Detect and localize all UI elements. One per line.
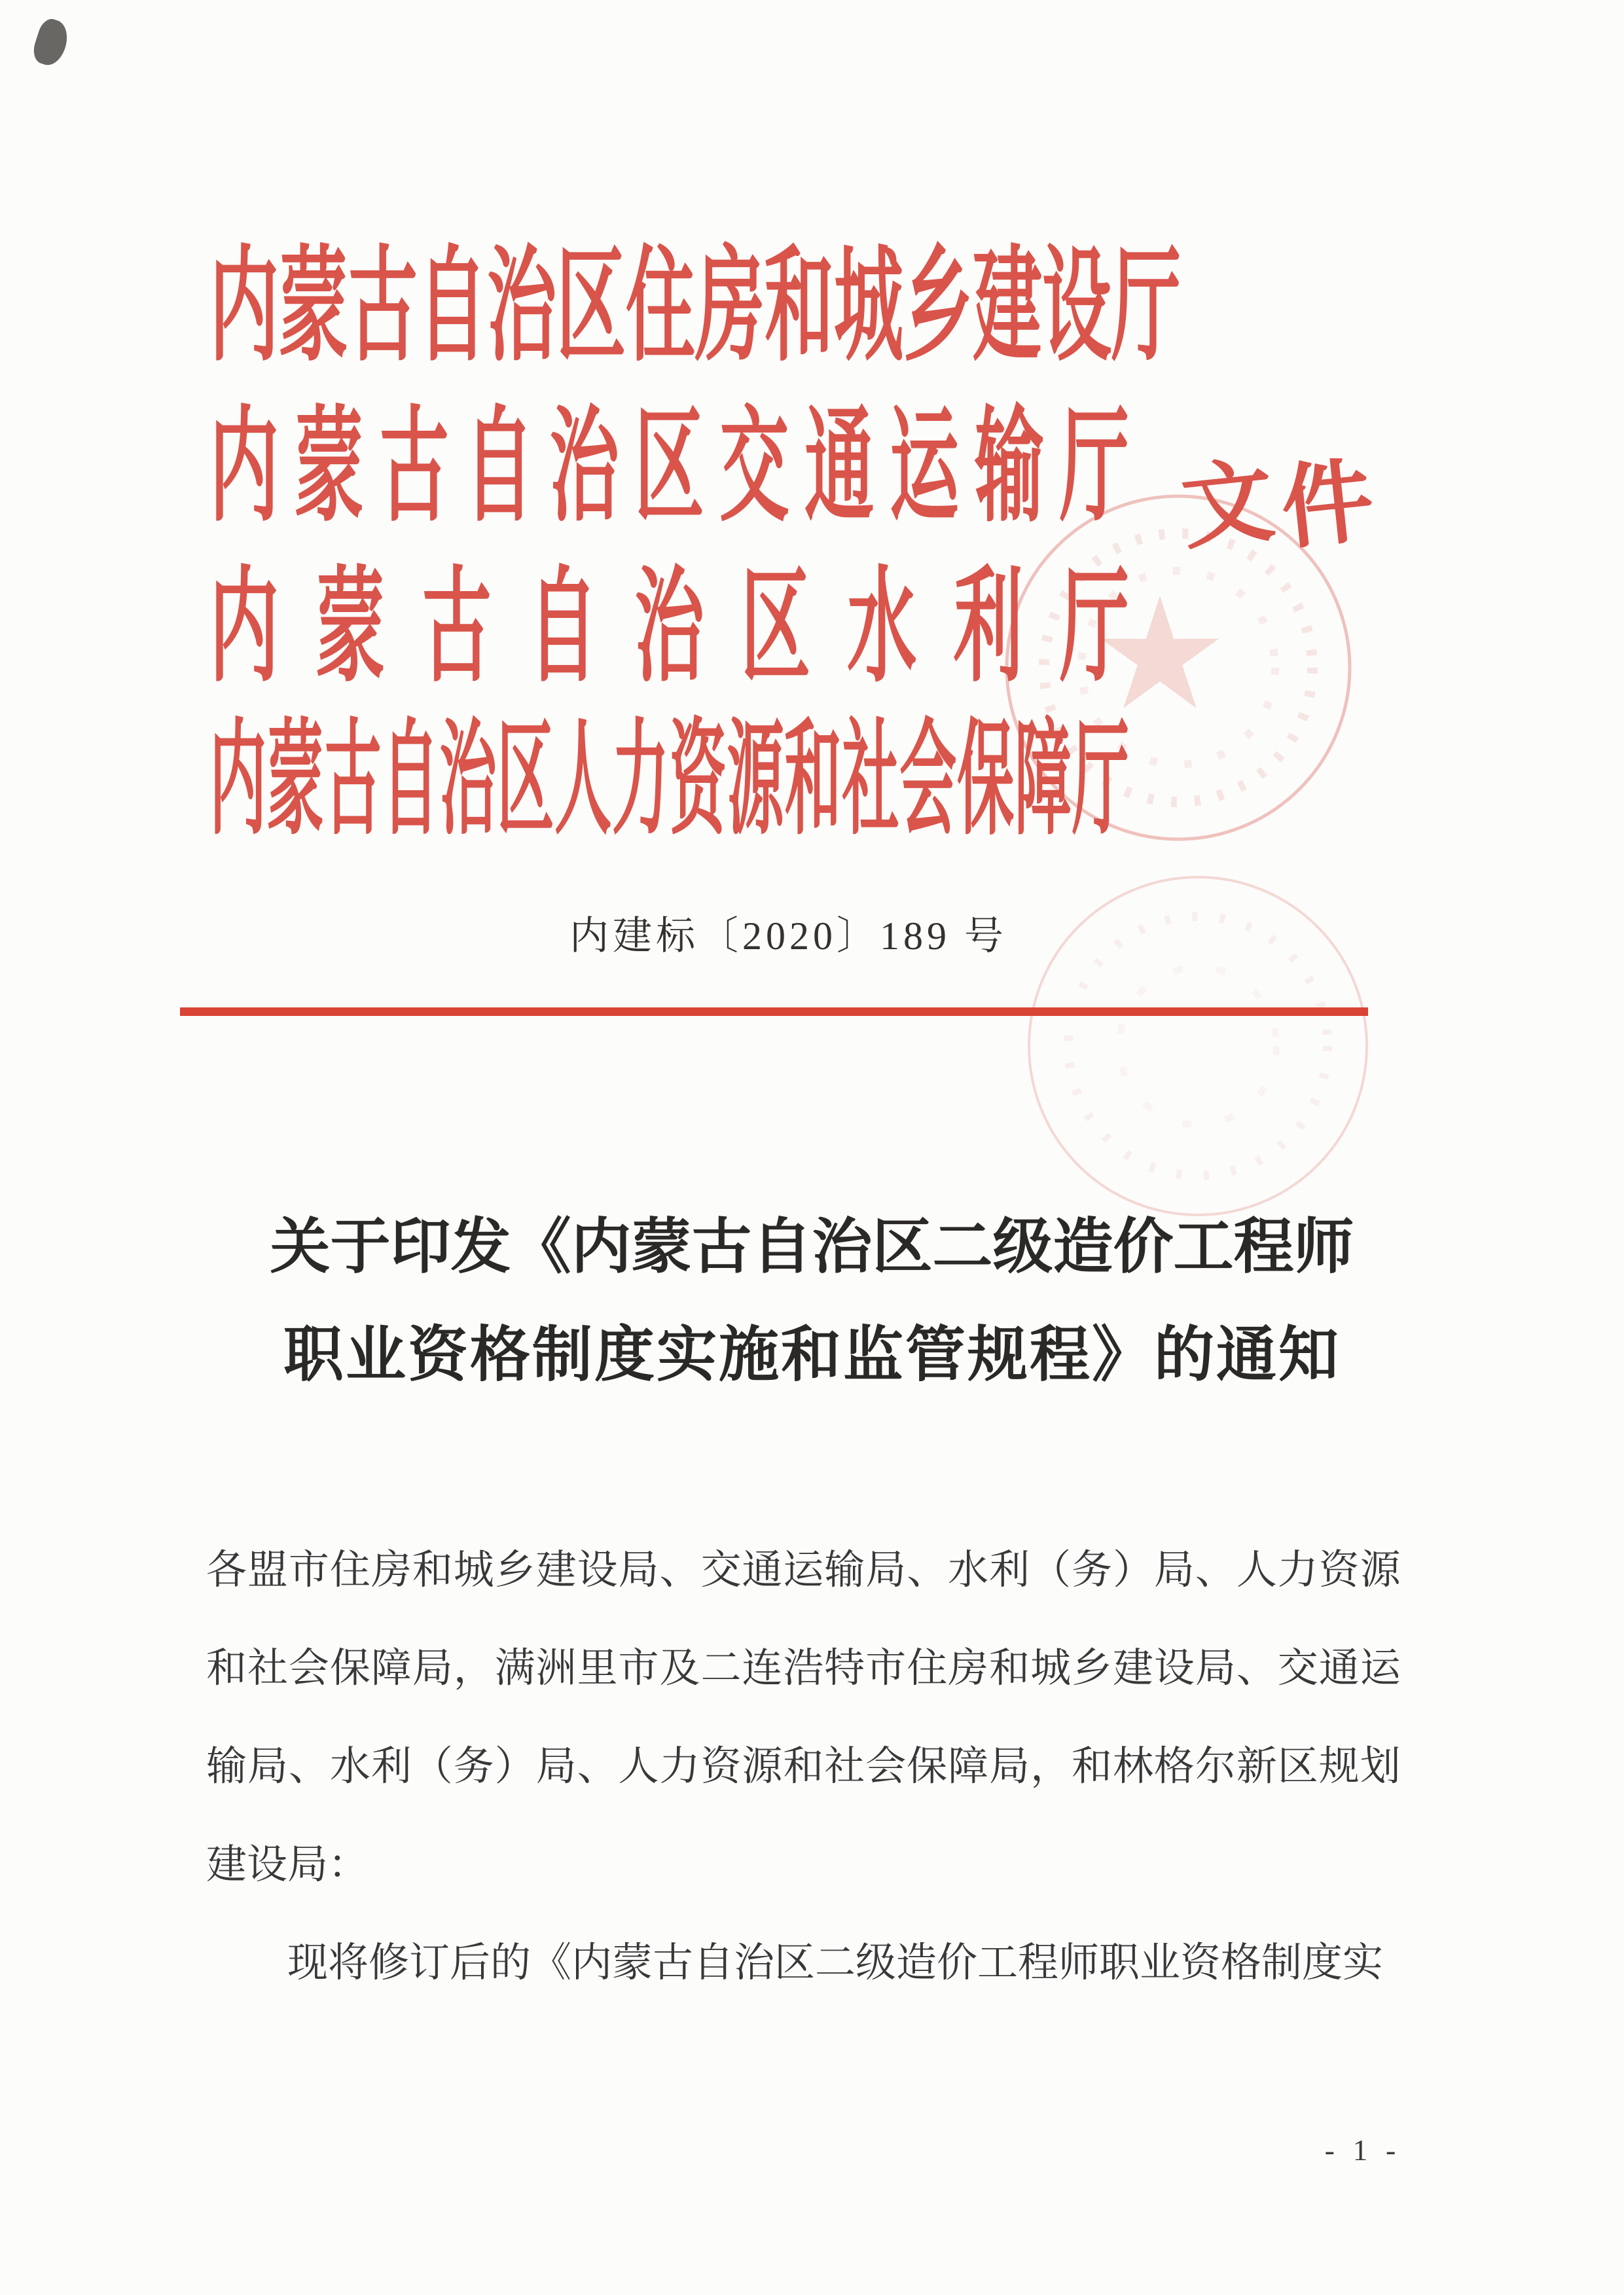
char: 资 [1318,1548,1360,1593]
char: ） [494,1744,535,1789]
char: 房 [695,238,765,376]
char: 内 [209,398,279,537]
char: 力 [659,1744,700,1789]
letterhead-agency-transport [209,398,1129,537]
char: 划 [1360,1744,1401,1789]
char: 和 [1072,1744,1113,1789]
letterhead-agency-housing [209,238,1181,376]
char: 、 [1236,1646,1277,1691]
char: 和 [783,1744,824,1789]
char: 局 [1153,1548,1195,1593]
char: 尔 [1195,1744,1236,1789]
document-title-line-2: 职业资格制度实施和监管规程》的通知 [283,1322,1341,1388]
char: 输 [975,398,1045,537]
char: 保 [907,1744,948,1789]
char: 乡 [1072,1646,1113,1691]
char: 自 [528,558,598,697]
char: 交 [719,398,789,537]
char: 建 [973,238,1042,376]
char: 和 [412,1548,453,1593]
char: 资 [700,1744,742,1789]
document-number: 内建标〔2020〕189 号 [569,914,1007,958]
char: 利 [989,1548,1030,1593]
char: 区 [740,558,810,697]
char: 局 [535,1744,577,1789]
char: 蒙 [279,238,348,376]
char: 洲 [535,1646,577,1691]
char: 交 [700,1548,742,1593]
char: 蒙 [294,398,364,537]
page-number: - 1 - [1324,2133,1401,2167]
char: 厅 [1072,710,1129,850]
char: 自 [418,238,487,376]
char: 源 [742,1744,783,1789]
char: 、 [1195,1548,1236,1593]
char: 输 [206,1744,247,1789]
char: 、 [288,1744,329,1789]
char: 设 [577,1548,618,1593]
char: 会 [899,710,957,850]
char: 厅 [1111,238,1181,376]
char: 保 [329,1646,370,1691]
letterhead-suffix-wenjian [1177,450,1379,561]
char: 自 [382,710,439,850]
char: 交 [1277,1646,1318,1691]
char: 输 [824,1548,865,1593]
char: 新 [1236,1744,1277,1789]
char: 房 [370,1548,412,1593]
char: 会 [288,1646,329,1691]
char: 水 [948,1548,989,1593]
scan-artifact [29,16,72,69]
char: 治 [634,558,704,697]
char: ） [1112,1548,1153,1593]
char: 设 [1042,238,1111,376]
char: 社 [824,1744,865,1789]
char: 障 [1015,710,1072,850]
char: 源 [727,710,784,850]
char: 局 [247,1744,288,1789]
char: 住 [626,238,695,376]
char: 人 [1236,1548,1277,1593]
char: 局 [412,1646,453,1691]
char: 和 [206,1646,247,1691]
char: 设 [1153,1646,1195,1691]
char: 盟 [247,1548,288,1593]
char: 力 [1277,1548,1318,1593]
red-separator-rule [180,1007,1368,1016]
char: 区 [497,710,554,850]
char: 区 [1277,1744,1318,1789]
char: 运 [1360,1646,1401,1691]
char: 源 [1360,1548,1401,1593]
char: 局 [865,1548,907,1593]
char: 运 [783,1548,824,1593]
char: 建 [535,1548,577,1593]
char: 社 [247,1646,288,1691]
char: 治 [487,238,556,376]
char: 治 [439,710,497,850]
char: 人 [554,710,612,850]
body-line [206,1547,1401,1594]
char: 利 [953,558,1023,697]
char: 局 [618,1548,659,1593]
char: 会 [865,1744,907,1789]
char: 保 [957,710,1015,850]
char: 、 [907,1548,948,1593]
char: 古 [324,710,382,850]
char: 规 [1318,1744,1360,1789]
char: 满 [494,1646,535,1691]
char: 及 [659,1646,700,1691]
char: 通 [804,398,875,537]
char: 市 [865,1646,907,1691]
char: 蒙 [266,710,324,850]
char: 通 [742,1548,783,1593]
char: 治 [549,398,619,537]
char: 古 [422,558,492,697]
char: （ [1030,1548,1072,1593]
char: 区 [556,238,626,376]
char: 局 [989,1744,1030,1789]
char: 市 [288,1548,329,1593]
char: 障 [370,1646,412,1691]
char: 务 [1072,1548,1113,1593]
char: 住 [907,1646,948,1691]
char: 和 [765,238,834,376]
char: 二 [700,1646,742,1691]
char: 林 [1112,1744,1153,1789]
char: 务 [453,1744,494,1789]
char: 、 [577,1744,618,1789]
letterhead-agency-hr-social [209,710,1129,850]
char: 内 [209,238,279,376]
char: 城 [834,238,903,376]
char: 运 [890,398,960,537]
char: 资 [669,710,727,850]
char: ， [453,1646,494,1691]
char: 水 [847,558,917,697]
char: 局 [1195,1646,1236,1691]
char: 件 [1276,450,1379,561]
char: 格 [1153,1744,1195,1789]
char: 厅 [1060,558,1129,697]
body-line: 建设局： [206,1843,369,1887]
char: 住 [329,1548,370,1593]
char: 内 [209,710,266,850]
char: 内 [209,558,279,697]
char: 建 [1112,1646,1153,1691]
char: 城 [1030,1646,1072,1691]
body-line [206,1645,1401,1692]
char: 古 [348,238,418,376]
char: 房 [948,1646,989,1691]
char: 力 [612,710,670,850]
char: 各 [206,1548,247,1593]
char: ， [1030,1744,1072,1789]
char: 自 [464,398,534,537]
char: 厅 [1059,398,1129,537]
char: 社 [842,710,899,850]
char: 浩 [783,1646,824,1691]
body-line: 现将修订后的《内蒙古自治区二级造价工程师职业资格制度实 [287,1941,1384,1985]
char: 乡 [903,238,973,376]
char: 、 [659,1548,700,1593]
char: 区 [634,398,704,537]
char: 古 [379,398,449,537]
body-line [206,1743,1401,1790]
char: 蒙 [316,558,386,697]
char: 和 [784,710,842,850]
char: 人 [618,1744,659,1789]
char: 特 [824,1646,865,1691]
char: 利 [370,1744,412,1789]
char: 连 [742,1646,783,1691]
body-text [206,1547,1401,2038]
char: 水 [329,1744,370,1789]
document-title-line-1: 关于印发《内蒙古自治区二级造价工程师 [270,1214,1354,1280]
char: 市 [618,1646,659,1691]
char: 里 [577,1646,618,1691]
char: 文 [1177,450,1279,561]
char: 城 [453,1548,494,1593]
letterhead-agency-water [209,558,1129,697]
char: 通 [1318,1646,1360,1691]
char: 乡 [494,1548,535,1593]
char: 障 [948,1744,989,1789]
char: （ [412,1744,453,1789]
char: 和 [989,1646,1030,1691]
